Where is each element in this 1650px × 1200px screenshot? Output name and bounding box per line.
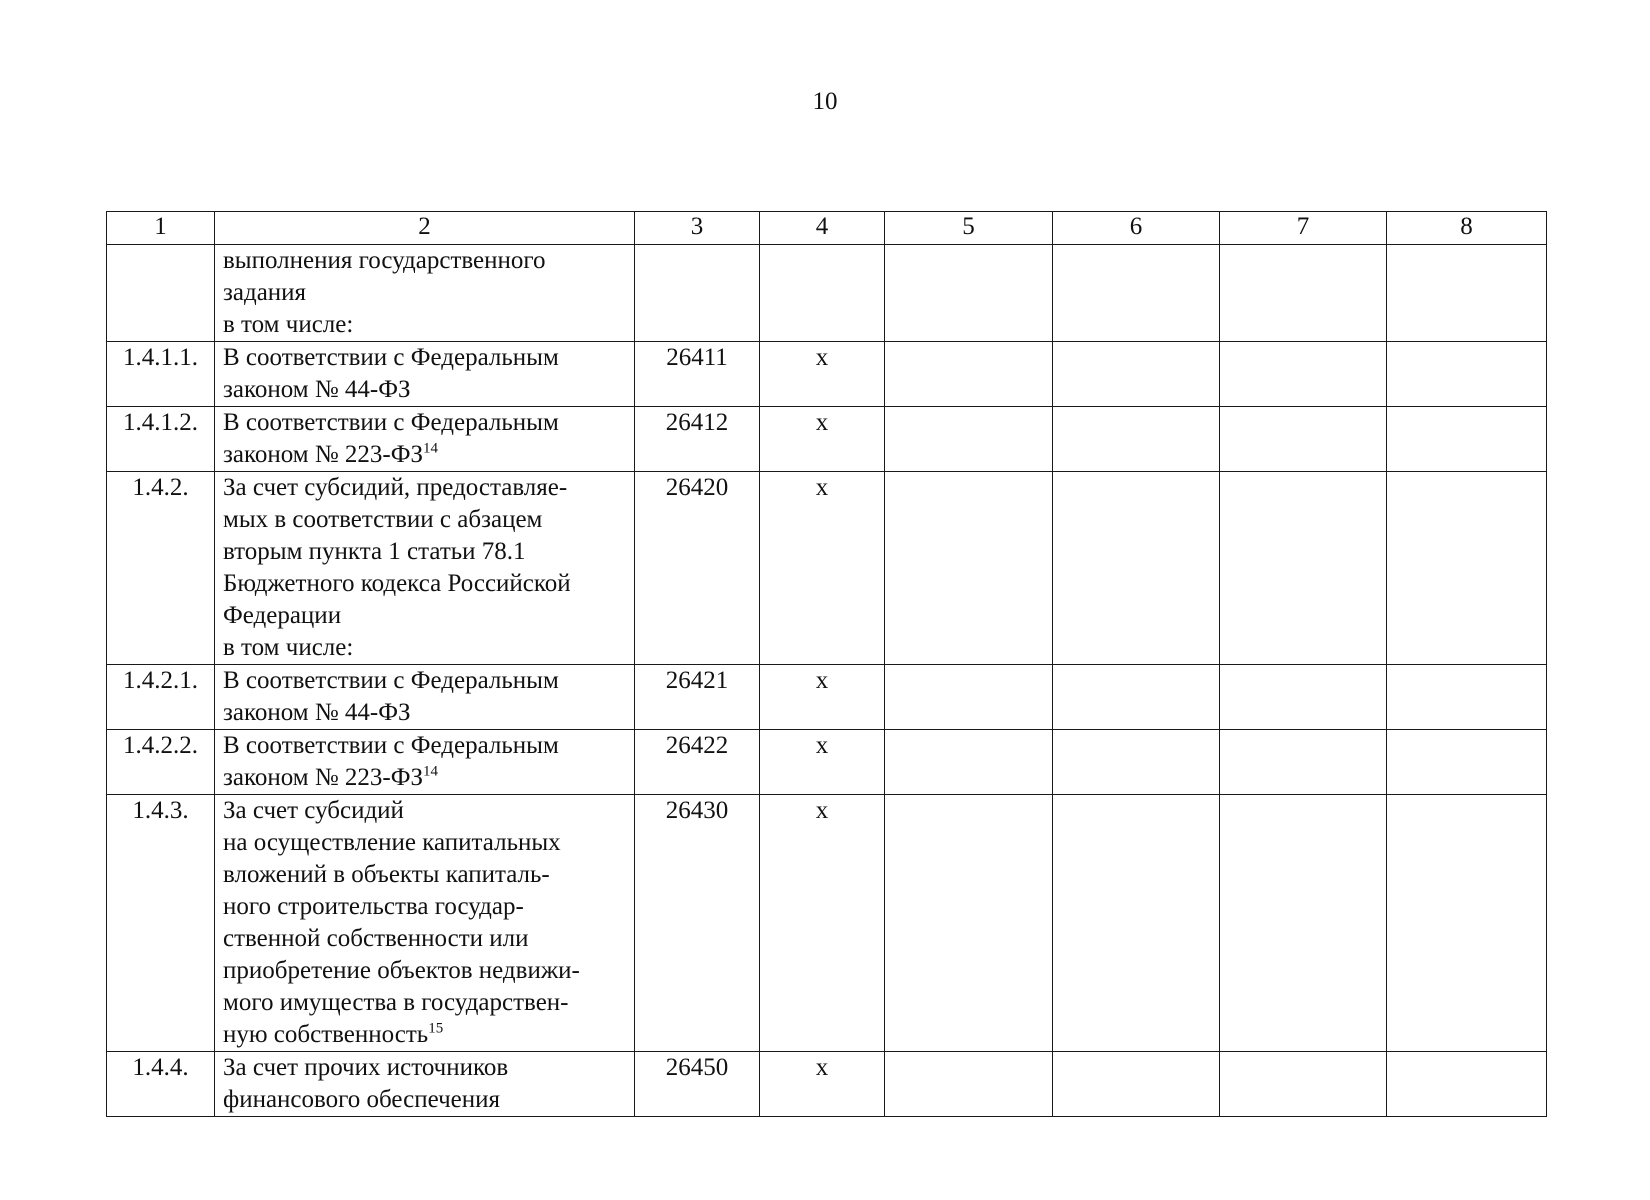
row-name-text: законом № 223-ФЗ (223, 764, 424, 791)
table-row (107, 795, 1547, 1052)
row-name-text: Федерации (223, 602, 342, 629)
row-name-text: За счет прочих источников (223, 1054, 509, 1081)
row-name-text: мого имущества в государствен- (223, 989, 569, 1016)
row-code: 26421 (635, 665, 760, 730)
row-name (215, 342, 635, 407)
row-name-line (223, 859, 626, 891)
row-name-line (223, 1052, 626, 1084)
footnote-marker: 15 (428, 1020, 444, 1037)
row-name-line (223, 600, 626, 632)
empty-cell (1053, 730, 1220, 795)
empty-cell (885, 472, 1053, 665)
empty-cell (885, 730, 1053, 795)
row-name-text: мых в соответствии с абзацем (223, 506, 543, 533)
empty-cell (885, 407, 1053, 472)
row-name-line (223, 762, 626, 794)
table-row (107, 665, 1547, 730)
row-name-text: на осуществление капитальных (223, 829, 561, 856)
empty-cell (1053, 342, 1220, 407)
row-name-line (223, 987, 626, 1019)
row-code: 26430 (635, 795, 760, 1052)
row-name-text: В соответствии с Федеральным (223, 344, 559, 371)
row-number: 1.4.4. (107, 1052, 215, 1117)
empty-cell (1053, 245, 1220, 342)
row-number: 1.4.2.2. (107, 730, 215, 795)
row-name-line (223, 665, 626, 697)
empty-cell (1387, 245, 1547, 342)
table-row (107, 472, 1547, 665)
column-header: 7 (1220, 212, 1387, 245)
empty-cell (1053, 1052, 1220, 1117)
column-header: 8 (1387, 212, 1547, 245)
empty-cell (1220, 1052, 1387, 1117)
empty-cell (1387, 407, 1547, 472)
row-col4: x (760, 1052, 885, 1117)
empty-cell (1220, 342, 1387, 407)
empty-cell (1220, 730, 1387, 795)
empty-cell (885, 795, 1053, 1052)
row-name-text: ного строительства государ- (223, 893, 524, 920)
row-col4: x (760, 795, 885, 1052)
empty-cell (885, 665, 1053, 730)
empty-cell (1387, 472, 1547, 665)
row-name-text: За счет субсидий, предоставляе- (223, 474, 568, 501)
empty-cell (1053, 665, 1220, 730)
row-name-text: в том числе: (223, 311, 354, 338)
row-code: 26420 (635, 472, 760, 665)
row-name-text: вторым пункта 1 статьи 78.1 (223, 538, 526, 565)
empty-cell (1387, 730, 1547, 795)
column-header: 5 (885, 212, 1053, 245)
row-name-text: финансового обеспечения (223, 1086, 501, 1113)
empty-cell (1220, 472, 1387, 665)
row-name-text: Бюджетного кодекса Российской (223, 570, 571, 597)
row-name-text: ную собственность (223, 1021, 429, 1048)
column-header: 2 (215, 212, 635, 245)
row-name-line (223, 955, 626, 987)
column-header: 3 (635, 212, 760, 245)
empty-cell (1220, 795, 1387, 1052)
row-name-text: законом № 44-ФЗ (223, 376, 411, 403)
row-number: 1.4.1.1. (107, 342, 215, 407)
table-row (107, 407, 1547, 472)
row-number: 1.4.2.1. (107, 665, 215, 730)
empty-cell (1387, 795, 1547, 1052)
row-number: 1.4.1.2. (107, 407, 215, 472)
table-row (107, 1052, 1547, 1117)
row-col4 (760, 245, 885, 342)
header-row (107, 212, 1547, 245)
empty-cell (1387, 1052, 1547, 1117)
row-name (215, 245, 635, 342)
table-body (107, 245, 1547, 1117)
table-row (107, 245, 1547, 342)
row-name-text: За счет субсидий (223, 797, 404, 824)
row-name-line (223, 309, 626, 341)
row-name (215, 407, 635, 472)
empty-cell (1053, 407, 1220, 472)
row-name-line (223, 277, 626, 309)
row-name-text: задания (223, 279, 307, 306)
row-number: 1.4.2. (107, 472, 215, 665)
row-name-line (223, 1019, 626, 1051)
data-table (106, 211, 1547, 1117)
row-col4: x (760, 472, 885, 665)
page-number: 10 (812, 88, 838, 115)
footnote-marker: 14 (423, 763, 439, 780)
row-code (635, 245, 760, 342)
empty-cell (885, 1052, 1053, 1117)
empty-cell (1387, 665, 1547, 730)
row-name-line (223, 374, 626, 406)
row-code: 26411 (635, 342, 760, 407)
row-name-line (223, 795, 626, 827)
empty-cell (1220, 245, 1387, 342)
row-name-line (223, 827, 626, 859)
row-name-text: законом № 44-ФЗ (223, 699, 411, 726)
row-name-line (223, 504, 626, 536)
row-name-line (223, 439, 626, 471)
row-name (215, 665, 635, 730)
footnote-marker: 14 (423, 440, 439, 457)
row-code: 26422 (635, 730, 760, 795)
row-name-text: законом № 223-ФЗ (223, 441, 424, 468)
row-name-line (223, 568, 626, 600)
row-name (215, 730, 635, 795)
row-col4: x (760, 342, 885, 407)
empty-cell (1220, 665, 1387, 730)
row-name-line (223, 697, 626, 729)
row-name-line (223, 536, 626, 568)
row-col4: x (760, 407, 885, 472)
empty-cell (1053, 795, 1220, 1052)
row-name-text: В соответствии с Федеральным (223, 409, 559, 436)
empty-cell (885, 342, 1053, 407)
table-row (107, 730, 1547, 795)
row-name-line (223, 923, 626, 955)
row-name-text: В соответствии с Федеральным (223, 732, 559, 759)
row-name-line (223, 407, 626, 439)
row-name-line (223, 472, 626, 504)
row-name-text: приобретение объектов недвижи- (223, 957, 580, 984)
row-name-line (223, 632, 626, 664)
row-name-text: ственной собственности или (223, 925, 529, 952)
column-header: 4 (760, 212, 885, 245)
row-name (215, 795, 635, 1052)
row-name-line (223, 1084, 626, 1116)
row-name (215, 472, 635, 665)
column-header: 1 (107, 212, 215, 245)
row-col4: x (760, 730, 885, 795)
row-name-text: в том числе: (223, 634, 354, 661)
row-name (215, 1052, 635, 1117)
row-name-text: В соответствии с Федеральным (223, 667, 559, 694)
empty-cell (1220, 407, 1387, 472)
empty-cell (1387, 342, 1547, 407)
row-code: 26412 (635, 407, 760, 472)
row-col4: x (760, 665, 885, 730)
row-name-text: вложений в объекты капиталь- (223, 861, 550, 888)
row-name-line (223, 891, 626, 923)
row-number: 1.4.3. (107, 795, 215, 1052)
row-name-text: выполнения государственного (223, 247, 546, 274)
empty-cell (885, 245, 1053, 342)
row-name-line (223, 342, 626, 374)
row-code: 26450 (635, 1052, 760, 1117)
row-name-line (223, 245, 626, 277)
column-header: 6 (1053, 212, 1220, 245)
row-number (107, 245, 215, 342)
empty-cell (1053, 472, 1220, 665)
table-row (107, 342, 1547, 407)
row-name-line (223, 730, 626, 762)
